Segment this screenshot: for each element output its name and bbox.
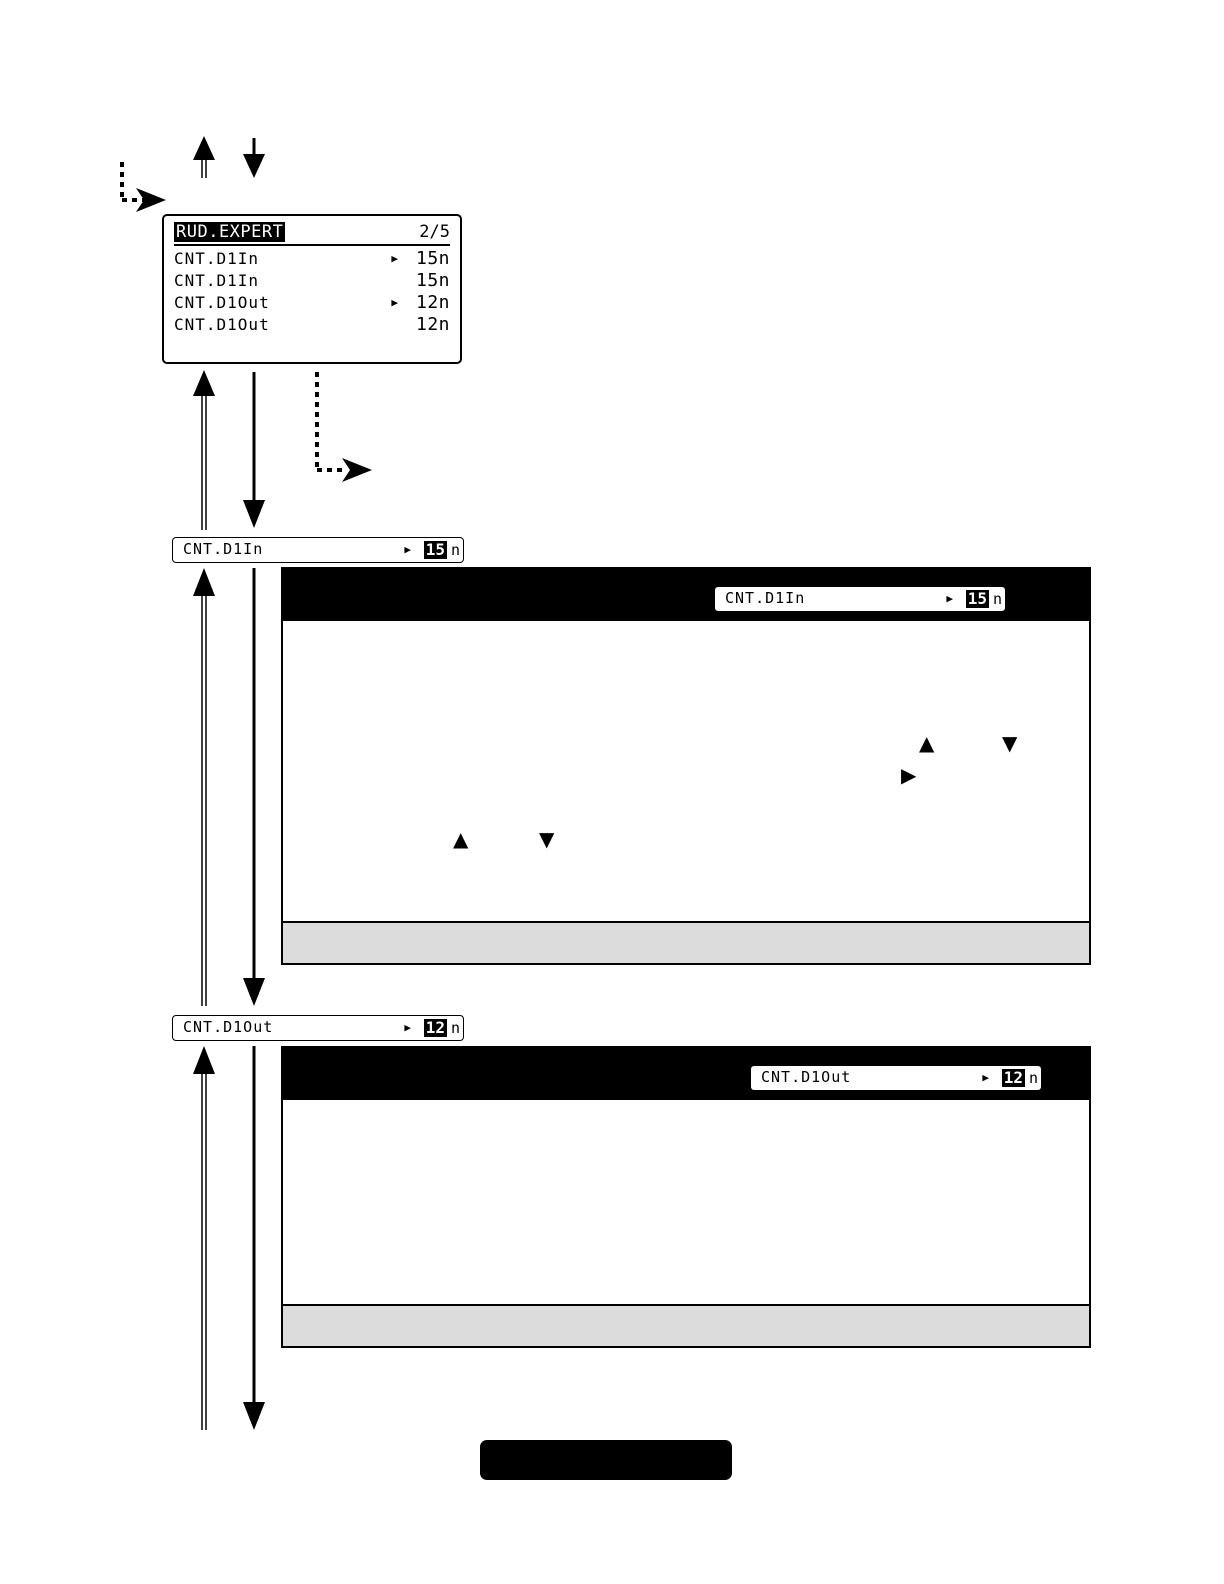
cursor-icon: ▶ (946, 592, 953, 605)
d1out-strip-preview (750, 1065, 1042, 1091)
cursor-icon: ▶ (982, 1071, 989, 1084)
strip-label: CNT.D1In (183, 540, 264, 558)
strip-value: 15 (425, 540, 445, 559)
strip-label: CNT.D1In (725, 589, 806, 607)
screen-header (174, 222, 450, 246)
dotted-exit-arrow (317, 372, 372, 482)
strip-unit: n (992, 590, 1002, 608)
cursor-icon: ▶ (391, 296, 398, 309)
up-arrow-2 (193, 568, 215, 1006)
cursor-icon: ▶ (391, 252, 398, 265)
panel-footer (283, 1304, 1089, 1346)
up-key-icon: ▲ (453, 827, 469, 851)
row-value: 15n (415, 248, 450, 269)
row-value: 12n (415, 292, 450, 313)
row-value: 15n (415, 270, 450, 291)
up-key-icon: ▲ (919, 731, 935, 755)
strip-value: 15 (967, 589, 987, 608)
d1in-panel (281, 567, 1091, 965)
top-up-arrow (193, 136, 215, 178)
up-arrow-3 (193, 1046, 215, 1430)
down-arrow-3 (243, 1046, 265, 1430)
screen-row[interactable] (174, 292, 450, 314)
screen-row[interactable] (174, 314, 450, 336)
page-indicator: 2/5 (419, 222, 450, 242)
d1in-strip[interactable] (172, 537, 464, 563)
strip-label: CNT.D1Out (183, 1018, 274, 1036)
down-key-icon: ▼ (1002, 731, 1018, 755)
d1out-strip[interactable] (172, 1015, 464, 1041)
screen-row[interactable] (174, 248, 450, 270)
panel-header (283, 569, 1089, 621)
panel-footer (283, 921, 1089, 963)
down-arrow-2 (243, 568, 265, 1006)
page-footer-tab (480, 1440, 732, 1480)
top-down-arrow (243, 138, 265, 178)
right-key-icon: ▶ (901, 763, 917, 787)
down-key-icon: ▼ (539, 827, 555, 851)
row-label: CNT.D1In (174, 249, 260, 268)
row-label: CNT.D1Out (174, 315, 270, 334)
strip-unit: n (450, 1019, 460, 1037)
panel-header (283, 1048, 1089, 1100)
screen-row[interactable] (174, 270, 450, 292)
d1in-strip-preview (714, 586, 1006, 612)
dotted-entry-arrow (122, 162, 166, 212)
cursor-icon: ▶ (404, 1021, 411, 1034)
strip-label: CNT.D1Out (761, 1068, 852, 1086)
strip-unit: n (450, 541, 460, 559)
row-value: 12n (415, 314, 450, 335)
up-arrow-1 (193, 370, 215, 530)
row-label: CNT.D1In (174, 271, 260, 290)
down-arrow-1 (243, 372, 265, 528)
strip-unit: n (1028, 1069, 1038, 1087)
lcd-screen (162, 214, 462, 364)
row-label: CNT.D1Out (174, 293, 270, 312)
strip-value: 12 (1003, 1068, 1023, 1087)
cursor-icon: ▶ (404, 543, 411, 556)
d1out-panel (281, 1046, 1091, 1348)
screen-title: RUD.EXPERT (176, 222, 284, 242)
strip-value: 12 (425, 1018, 445, 1037)
